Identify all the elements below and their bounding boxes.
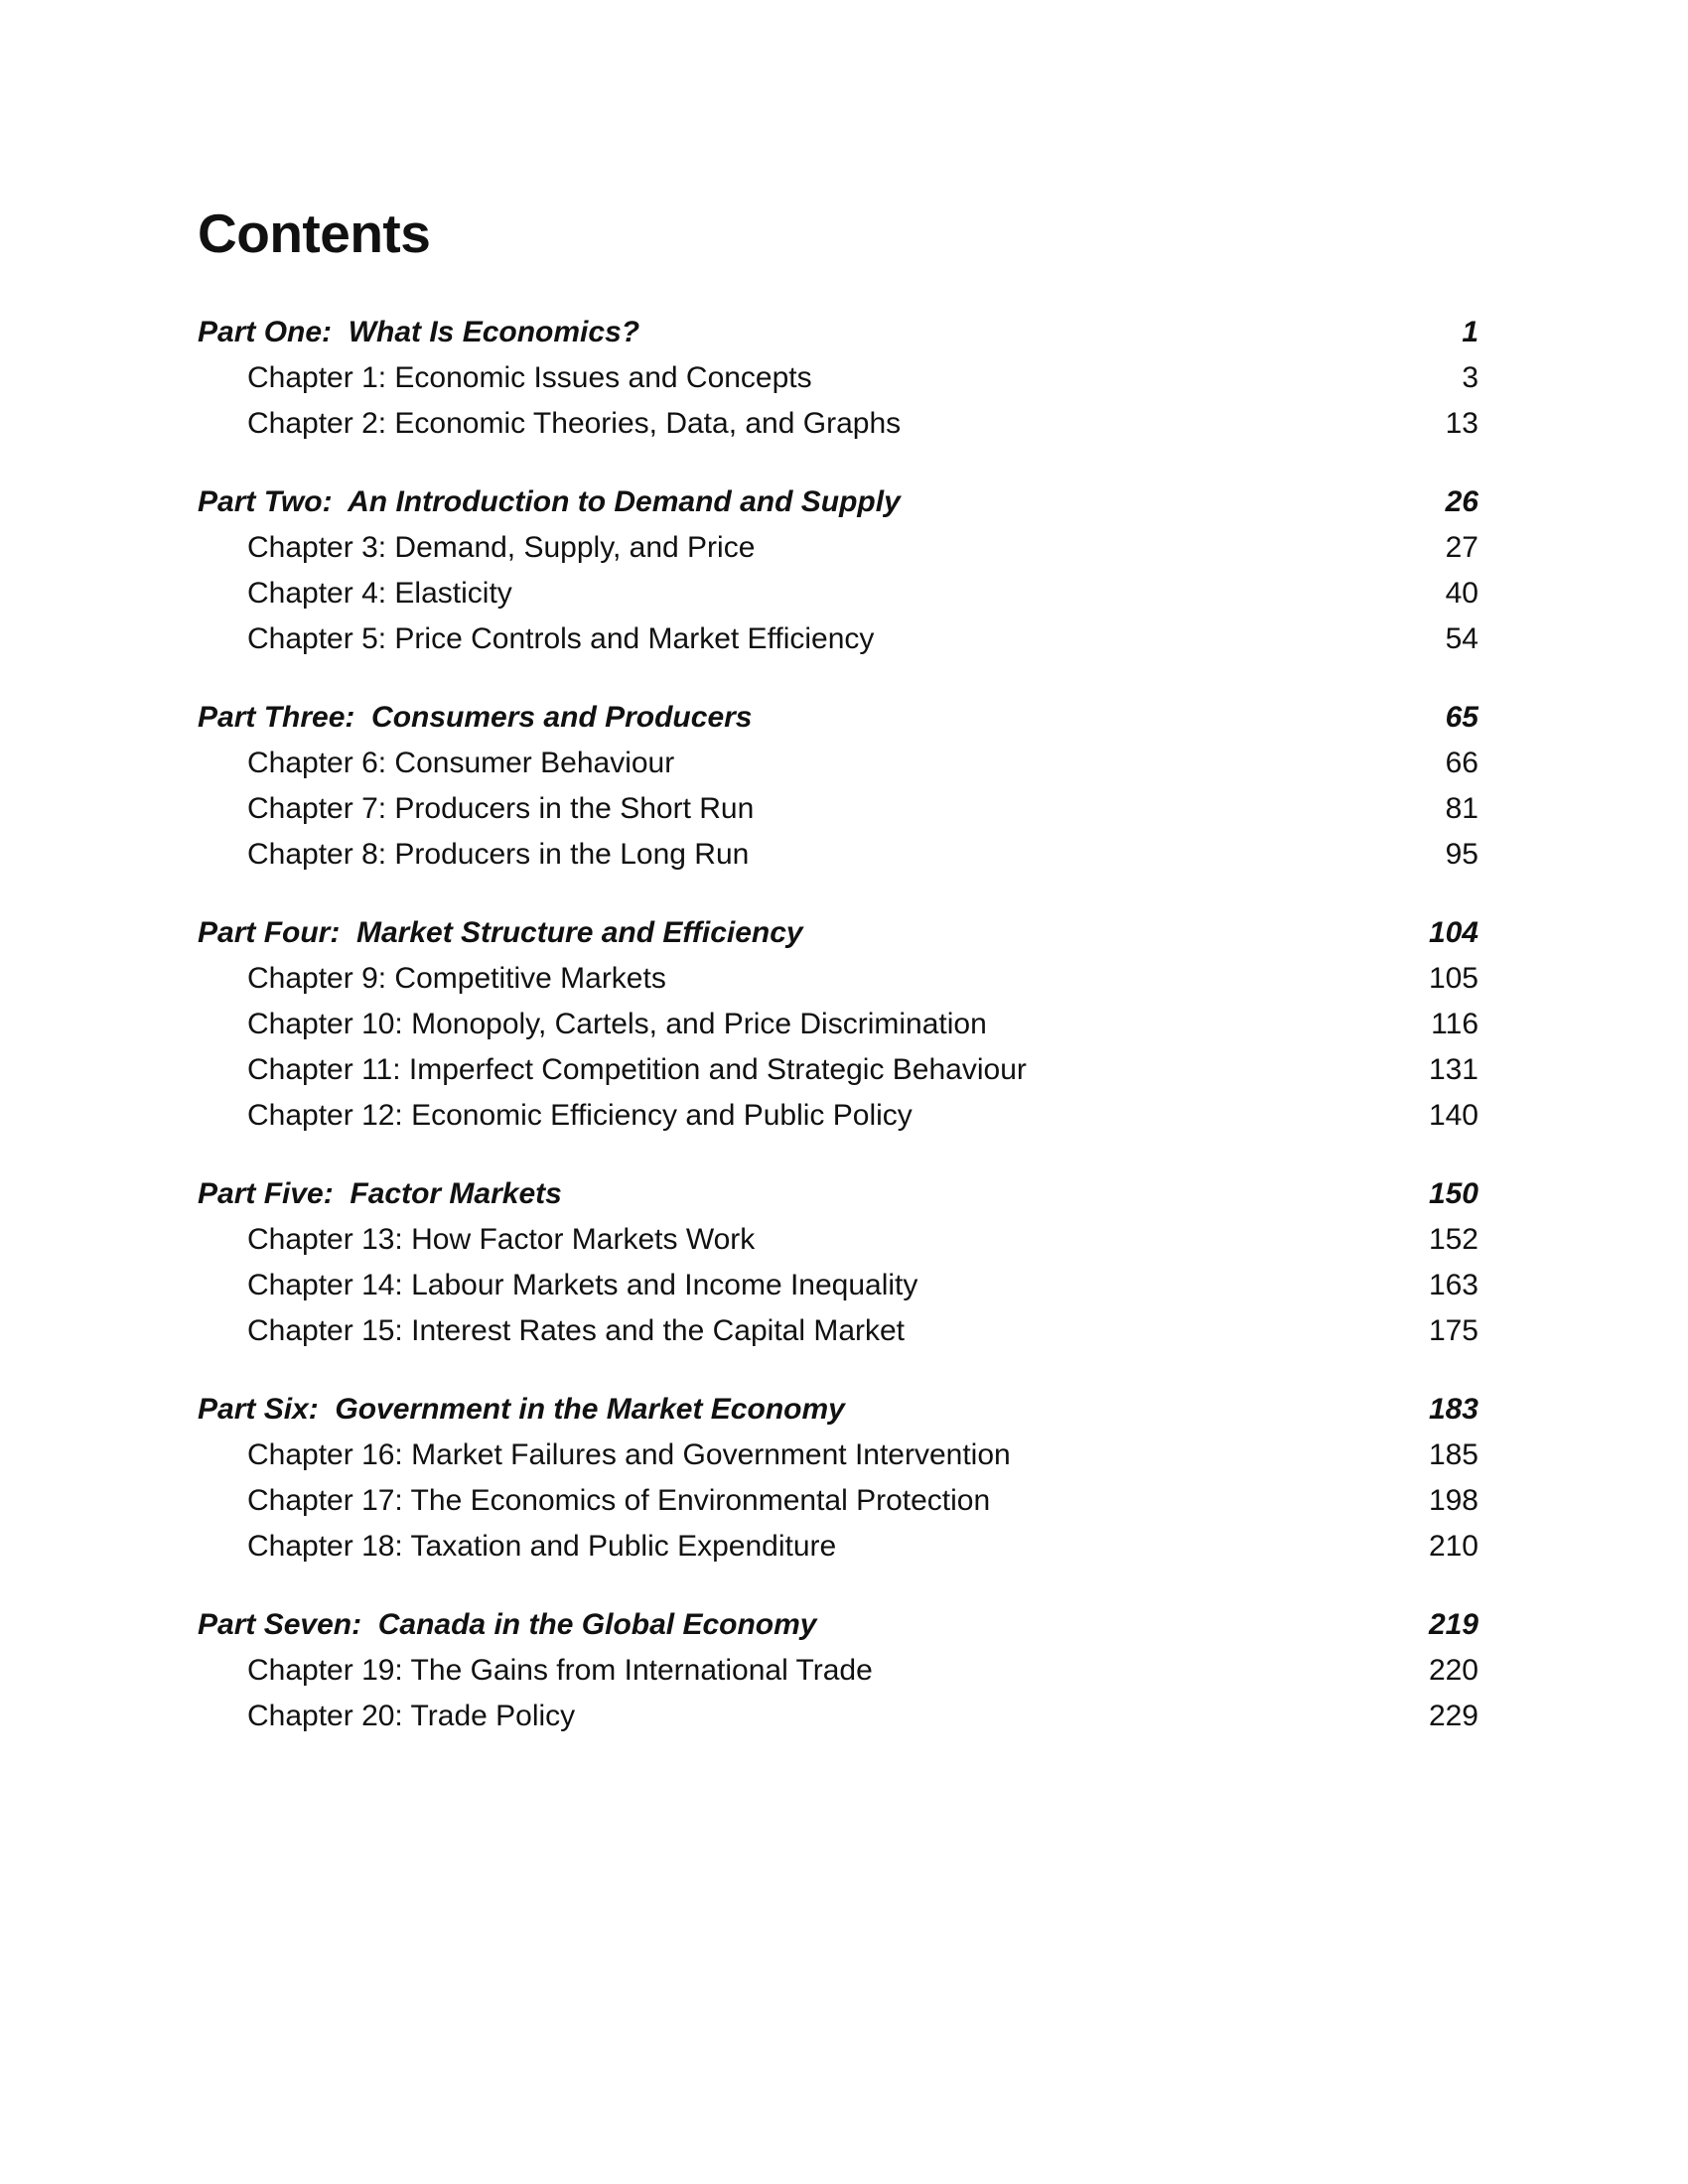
chapter-title: Chapter 3: Demand, Supply, and Price [247, 531, 756, 564]
toc-part [198, 479, 1478, 662]
toc-chapter-entry[interactable] [198, 355, 1478, 401]
chapter-title: Chapter 15: Interest Rates and the Capital Market [247, 1314, 906, 1347]
part-title: Part Seven: Canada in the Global Economy [198, 1608, 817, 1641]
toc-chapter-entry[interactable] [198, 525, 1478, 571]
toc-part-entry[interactable] [198, 1387, 1478, 1433]
part-title: Part Five: Factor Markets [198, 1177, 562, 1210]
toc-chapter-entry[interactable] [198, 786, 1478, 832]
chapter-title: Chapter 9: Competitive Markets [247, 962, 666, 995]
toc-part-entry[interactable] [198, 310, 1478, 355]
chapter-page-number: 116 [1431, 1008, 1478, 1040]
chapter-page-number: 27 [1445, 531, 1478, 564]
chapter-title: Chapter 10: Monopoly, Cartels, and Price Discrimination [247, 1008, 987, 1040]
toc-part [198, 1602, 1478, 1739]
chapter-title: Chapter 17: The Economics of Environmental Protection [247, 1484, 991, 1517]
toc-chapter-entry[interactable] [198, 1263, 1478, 1308]
chapter-title: Chapter 8: Producers in the Long Run [247, 838, 750, 871]
toc-chapter-entry[interactable] [198, 741, 1478, 786]
chapter-page-number: 198 [1428, 1484, 1478, 1517]
chapter-page-number: 210 [1428, 1530, 1478, 1563]
chapter-page-number: 229 [1428, 1700, 1478, 1732]
chapter-page-number: 13 [1445, 407, 1478, 440]
toc-part-entry[interactable] [198, 1602, 1478, 1648]
toc-chapter-entry[interactable] [198, 1524, 1478, 1570]
chapter-title: Chapter 11: Imperfect Competition and Strategic Behaviour [247, 1053, 1027, 1086]
part-page-number: 65 [1445, 701, 1478, 734]
toc-part [198, 695, 1478, 878]
toc-part-entry[interactable] [198, 1171, 1478, 1217]
toc-chapter-entry[interactable] [198, 571, 1478, 616]
part-page-number: 150 [1428, 1177, 1478, 1210]
chapter-page-number: 40 [1445, 577, 1478, 610]
chapter-page-number: 105 [1428, 962, 1478, 995]
part-page-number: 183 [1428, 1393, 1478, 1426]
chapter-page-number: 66 [1445, 747, 1478, 779]
part-title: Part Six: Government in the Market Economy [198, 1393, 845, 1426]
toc-chapter-entry[interactable] [198, 1433, 1478, 1478]
chapter-page-number: 3 [1462, 361, 1478, 394]
chapter-page-number: 175 [1428, 1314, 1478, 1347]
part-page-number: 104 [1428, 916, 1478, 949]
toc-part-entry[interactable] [198, 479, 1478, 525]
toc-chapter-entry[interactable] [198, 1093, 1478, 1139]
toc-chapter-entry[interactable] [198, 1308, 1478, 1354]
part-title: Part Four: Market Structure and Efficiency [198, 916, 803, 949]
toc-part [198, 310, 1478, 447]
chapter-title: Chapter 14: Labour Markets and Income Inequality [247, 1269, 918, 1301]
chapter-title: Chapter 18: Taxation and Public Expenditure [247, 1530, 837, 1563]
chapter-title: Chapter 12: Economic Efficiency and Public Policy [247, 1099, 913, 1132]
chapter-title: Chapter 6: Consumer Behaviour [247, 747, 675, 779]
chapter-page-number: 152 [1428, 1223, 1478, 1256]
chapter-title: Chapter 2: Economic Theories, Data, and Graphs [247, 407, 902, 440]
toc-part [198, 910, 1478, 1139]
toc-chapter-entry[interactable] [198, 1694, 1478, 1739]
part-title: Part Two: An Introduction to Demand and Supply [198, 485, 901, 518]
chapter-page-number: 220 [1428, 1654, 1478, 1687]
chapter-page-number: 81 [1445, 792, 1478, 825]
chapter-page-number: 185 [1428, 1438, 1478, 1471]
toc-chapter-entry[interactable] [198, 1002, 1478, 1047]
chapter-title: Chapter 7: Producers in the Short Run [247, 792, 755, 825]
toc-chapter-entry[interactable] [198, 1047, 1478, 1093]
toc-part [198, 1171, 1478, 1354]
chapter-page-number: 163 [1428, 1269, 1478, 1301]
part-page-number: 1 [1462, 316, 1478, 348]
chapter-title: Chapter 1: Economic Issues and Concepts [247, 361, 812, 394]
toc-chapter-entry[interactable] [198, 1217, 1478, 1263]
part-title: Part One: What Is Economics? [198, 316, 640, 348]
table-of-contents [198, 310, 1478, 1772]
chapter-title: Chapter 16: Market Failures and Government Intervention [247, 1438, 1011, 1471]
chapter-page-number: 131 [1428, 1053, 1478, 1086]
toc-part-entry[interactable] [198, 695, 1478, 741]
page-title: Contents [198, 203, 431, 264]
toc-chapter-entry[interactable] [198, 401, 1478, 447]
chapter-title: Chapter 5: Price Controls and Market Efficiency [247, 622, 875, 655]
chapter-title: Chapter 19: The Gains from International Trade [247, 1654, 873, 1687]
toc-part-entry[interactable] [198, 910, 1478, 956]
toc-chapter-entry[interactable] [198, 1648, 1478, 1694]
toc-chapter-entry[interactable] [198, 1478, 1478, 1524]
chapter-page-number: 54 [1445, 622, 1478, 655]
toc-chapter-entry[interactable] [198, 956, 1478, 1002]
part-page-number: 219 [1428, 1608, 1478, 1641]
part-page-number: 26 [1445, 485, 1478, 518]
toc-chapter-entry[interactable] [198, 616, 1478, 662]
chapter-page-number: 95 [1445, 838, 1478, 871]
chapter-title: Chapter 20: Trade Policy [247, 1700, 576, 1732]
part-title: Part Three: Consumers and Producers [198, 701, 753, 734]
toc-chapter-entry[interactable] [198, 832, 1478, 878]
chapter-title: Chapter 4: Elasticity [247, 577, 512, 610]
toc-part [198, 1387, 1478, 1570]
chapter-title: Chapter 13: How Factor Markets Work [247, 1223, 756, 1256]
chapter-page-number: 140 [1428, 1099, 1478, 1132]
